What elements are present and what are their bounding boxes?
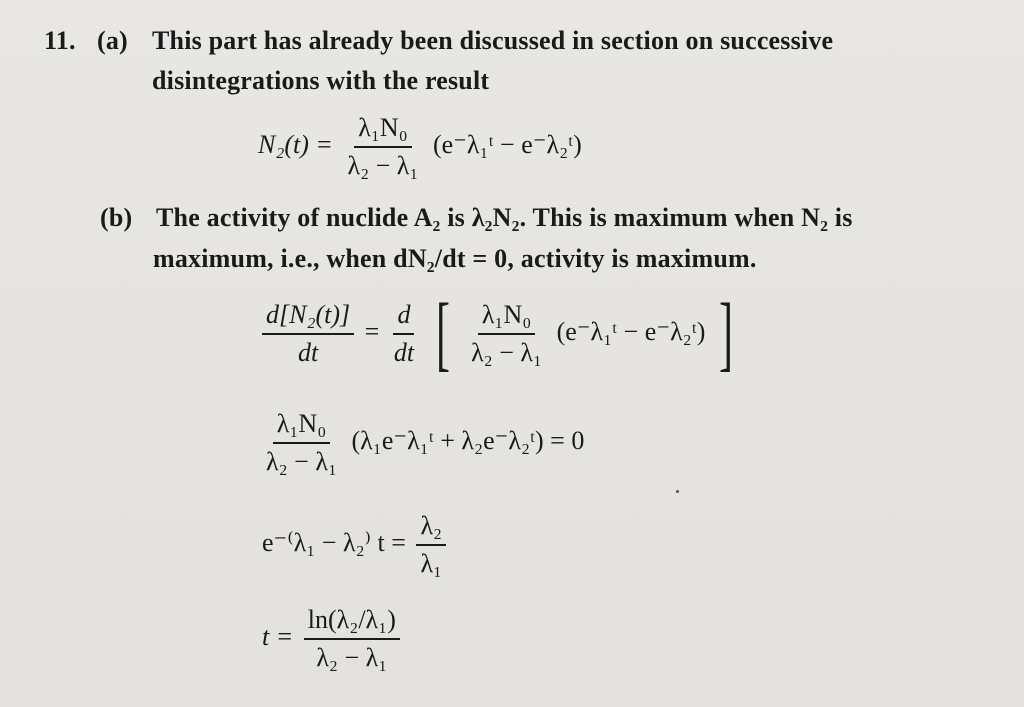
part-b-text-line1: The activity of nuclide A₂ is λ₂N₂. This is maximum when N₂ is: [156, 203, 853, 232]
equation-b1-lhs-numerator: d[N₂(t)]: [262, 299, 354, 335]
equation-a-denominator: λ₂ − λ₁: [347, 151, 419, 180]
part-b-text-line2: maximum, i.e., when dN₂/dt = 0, activity is maximum.: [153, 244, 757, 273]
equation-a-fraction: [343, 112, 422, 182]
equation-a-numerator: λ₁N₀: [354, 112, 412, 148]
equation-b4-lhs: t =: [262, 621, 294, 651]
scan-speck: [676, 490, 679, 493]
equation-b3-fraction: [416, 510, 446, 580]
part-b-label: (b): [100, 203, 133, 232]
equation-b2: [258, 408, 584, 478]
equation-b1-d-denominator: dt: [393, 338, 415, 367]
equation-b4-numerator: ln(λ₂/λ₁): [304, 604, 400, 640]
left-bracket: [: [435, 287, 450, 380]
equation-b2-numerator: λ₁N₀: [273, 408, 331, 444]
equation-b3: [262, 510, 450, 580]
equation-b3-numerator: λ₂: [416, 510, 446, 546]
equation-b2-tail: (λ₁e⁻λ₁ᵗ + λ₂e⁻λ₂ᵗ) = 0: [351, 425, 585, 455]
part-a-text-line2: disintegrations with the result: [152, 66, 490, 95]
problem-number: 11.: [44, 26, 76, 55]
equation-b4-denominator: λ₂ − λ₁: [316, 643, 388, 672]
equation-a-tail: (e⁻λ₁ᵗ − e⁻λ₂ᵗ): [432, 129, 582, 159]
right-bracket: ]: [718, 287, 733, 380]
equation-b1-equals: =: [364, 316, 380, 346]
equation-b1-inner-numerator: λ₁N₀: [478, 299, 536, 335]
equation-b1-inner-denominator: λ₂ − λ₁: [471, 338, 543, 367]
equation-b1-derivative: [390, 299, 418, 369]
equation-b3-denominator: λ₁: [420, 549, 443, 578]
equation-b1-tail: (e⁻λ₁ᵗ − e⁻λ₂ᵗ): [556, 316, 706, 346]
equation-b2-denominator: λ₂ − λ₁: [266, 447, 338, 476]
equation-a: [258, 112, 582, 182]
part-a-label: (a): [97, 26, 128, 55]
equation-b1-inner-fraction: [467, 299, 546, 369]
equation-b1-lhs-denominator: dt: [297, 338, 319, 367]
equation-b2-fraction: [262, 408, 341, 478]
part-a-text-line1: This part has already been discussed in section on successive: [152, 26, 834, 55]
equation-b4: [262, 604, 404, 674]
equation-a-lhs: N₂(t) =: [258, 129, 333, 159]
equation-b1-lhs-fraction: [262, 299, 354, 369]
equation-b1: [258, 287, 740, 380]
equation-b1-d-numerator: d: [393, 299, 414, 335]
equation-b3-lhs: e⁻⁽λ₁ − λ₂⁾ t =: [262, 527, 406, 557]
equation-b4-fraction: [304, 604, 400, 674]
